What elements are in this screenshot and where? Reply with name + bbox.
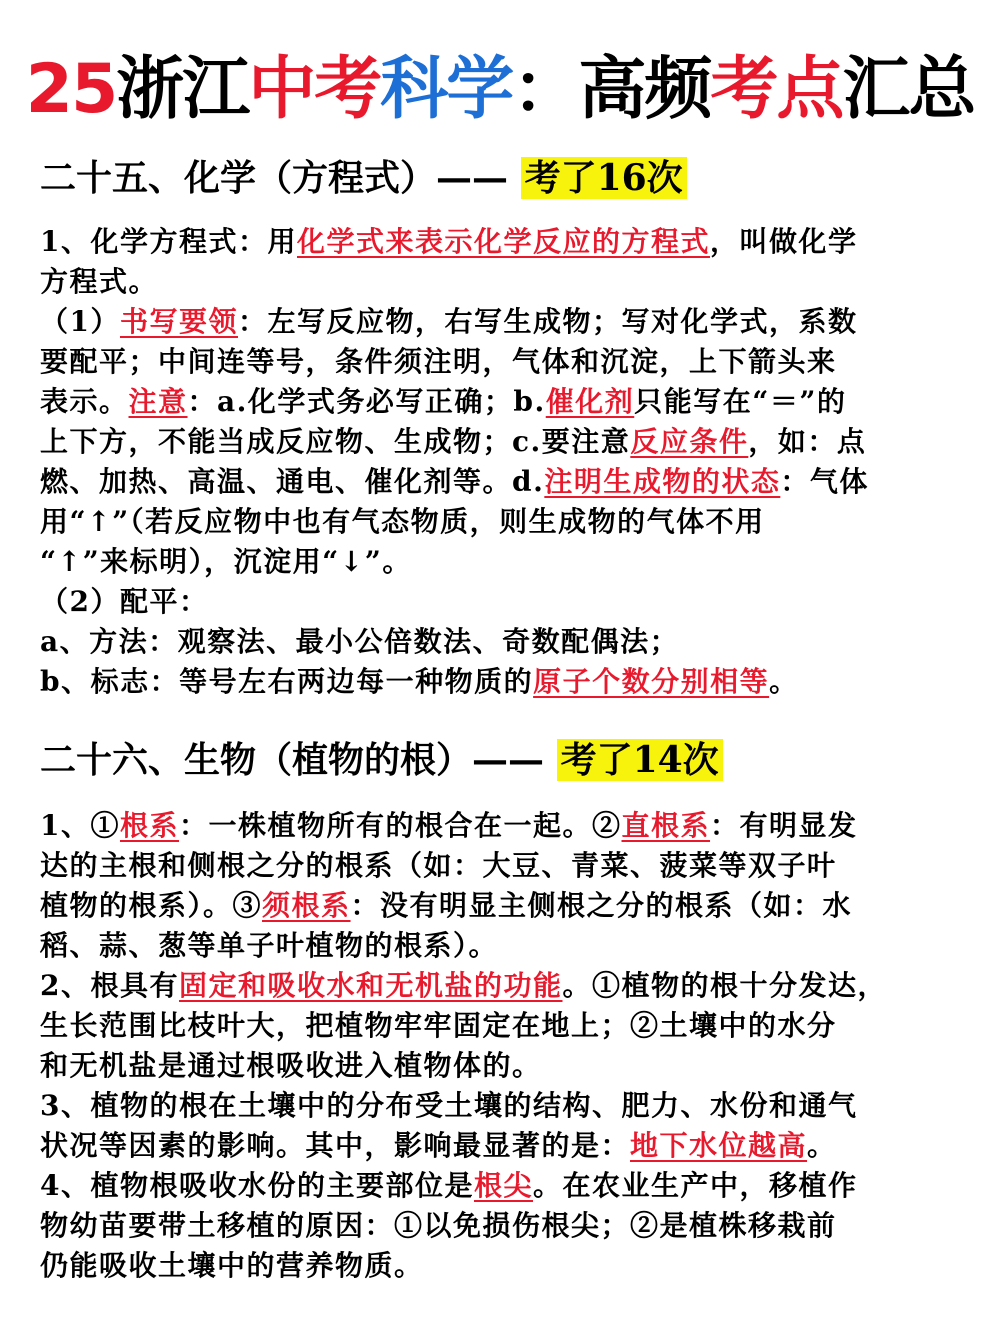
text-segment: 。 (807, 1129, 837, 1162)
key-term: 根系 (119, 809, 179, 842)
text-line (40, 966, 970, 1006)
text-segment: ，叫做化学 (710, 225, 858, 258)
text-line (40, 1206, 970, 1246)
text-line (40, 222, 970, 262)
key-term: 直根系 (621, 809, 711, 842)
section-heading-text: 二十六、生物（植物的根）—— (40, 739, 545, 781)
text-segment: 仍能吸收土壤中的营养物质。 (40, 1249, 424, 1282)
text-line (40, 342, 970, 382)
text-segment: 上下方，不能当成反应物、生成物；c.要注意 (40, 425, 631, 458)
text-line (40, 582, 970, 622)
text-segment: 达的主根和侧根之分的根系（如：大豆、青菜、菠菜等双子叶 (40, 849, 837, 882)
text-line (40, 542, 970, 582)
text-segment: 植物的根系）。③ (40, 889, 263, 922)
key-term: 反应条件 (630, 425, 749, 458)
text-segment: （1） (40, 305, 120, 338)
key-term: 根尖 (473, 1169, 533, 1202)
text-segment: 稻、蒜、葱等单子叶植物的根系）。 (40, 929, 499, 962)
key-term: 注明生成物的状态 (544, 465, 781, 498)
key-term: 书写要领 (119, 305, 238, 338)
text-segment: 。①植物的根十分发达， (562, 969, 888, 1002)
text-segment: “↑”来标明），沉淀用“↓”。 (40, 545, 412, 578)
text-segment: 1、化学方程式：用 (40, 225, 297, 258)
text-segment: 状况等因素的影响。其中，影响最显著的是： (40, 1129, 631, 1162)
text-segment: 和无机盐是通过根吸收进入植物体的。 (40, 1049, 542, 1082)
text-segment: b、标志：等号左右两边每一种物质的 (40, 665, 534, 698)
text-segment: ：一株植物所有的根合在一起。② (179, 809, 622, 842)
text-segment: 。 (769, 665, 799, 698)
text-segment: 表示。 (40, 385, 129, 418)
section-body-chemistry (40, 222, 970, 702)
text-segment: 1、① (40, 809, 120, 842)
key-term: 化学式来表示化学反应的方程式 (296, 225, 710, 258)
text-segment: 生长范围比枝叶大，把植物牢牢固定在地上；②土壤中的水分 (40, 1009, 837, 1042)
text-line (40, 262, 970, 302)
text-segment: a、方法：观察法、最小公倍数法、奇数配偶法； (40, 625, 680, 658)
text-line (40, 302, 970, 342)
exam-count-badge: 考了14次 (557, 739, 723, 781)
key-term: 原子个数分别相等 (533, 665, 770, 698)
text-line (40, 886, 970, 926)
text-segment: 3、植物的根在土壤中的分布受土壤的结构、肥力、水份和通气 (40, 1089, 858, 1122)
title-part-exam: 中考 (248, 50, 381, 129)
section-heading-chemistry (40, 152, 687, 204)
text-segment: ：左写反应物，右写生成物；写对化学式，系数 (238, 305, 858, 338)
title-part-province: 浙江 (116, 50, 249, 129)
text-segment: （2）配平： (40, 585, 209, 618)
section-body-biology (40, 806, 970, 1286)
text-line (40, 662, 970, 702)
key-term: 须根系 (262, 889, 351, 922)
text-segment: ：a.化学式务必写正确；b. (187, 385, 546, 418)
section-heading-biology (40, 734, 723, 786)
text-segment: 方程式。 (40, 265, 159, 298)
text-segment: ：气体 (780, 465, 869, 498)
text-line (40, 422, 970, 462)
text-segment: 燃、加热、高温、通电、催化剂等。d. (40, 465, 545, 498)
text-line (40, 1126, 970, 1166)
text-segment: 用“↑”（若反应物中也有气态物质，则生成物的气体不用 (40, 505, 765, 538)
title-part-subject: 科学 (380, 50, 513, 129)
text-line (40, 846, 970, 886)
text-line (40, 1246, 970, 1286)
key-term: 地下水位越高 (630, 1129, 808, 1162)
key-term: 注意 (128, 385, 188, 418)
text-segment: ：有明显发 (710, 809, 858, 842)
title-part-year: 25 (25, 50, 117, 129)
key-term: 催化剂 (545, 385, 635, 418)
text-segment: ，如：点 (748, 425, 867, 458)
text-line (40, 1046, 970, 1086)
text-line (40, 382, 970, 422)
text-line (40, 926, 970, 966)
exam-count-badge: 考了16次 (521, 157, 687, 199)
text-line (40, 502, 970, 542)
text-line (40, 1006, 970, 1046)
text-line (40, 806, 970, 846)
text-segment: 4、植物根吸收水份的主要部位是 (40, 1169, 474, 1202)
title-part-summary: 汇总 (842, 50, 975, 129)
text-line (40, 1086, 970, 1126)
text-segment: 。在农业生产中，移植作 (533, 1169, 858, 1202)
text-segment: 物幼苗要带土移植的原因：①以免损伤根尖；②是植株移栽前 (40, 1209, 837, 1242)
page-title (0, 42, 1000, 138)
text-line (40, 462, 970, 502)
title-part-frequent: ：高频 (512, 50, 711, 129)
text-segment: 要配平；中间连等号，条件须注明，气体和沉淀，上下箭头来 (40, 345, 837, 378)
section-heading-text: 二十五、化学（方程式）—— (40, 157, 509, 199)
text-segment: 2、根具有 (40, 969, 179, 1002)
text-line (40, 1166, 970, 1206)
key-term: 固定和吸收水和无机盐的功能 (178, 969, 563, 1002)
text-segment: ：没有明显主侧根之分的根系（如：水 (350, 889, 853, 922)
text-line (40, 622, 970, 662)
title-part-points: 考点 (710, 50, 843, 129)
text-segment: 只能写在“＝”的 (634, 385, 847, 418)
